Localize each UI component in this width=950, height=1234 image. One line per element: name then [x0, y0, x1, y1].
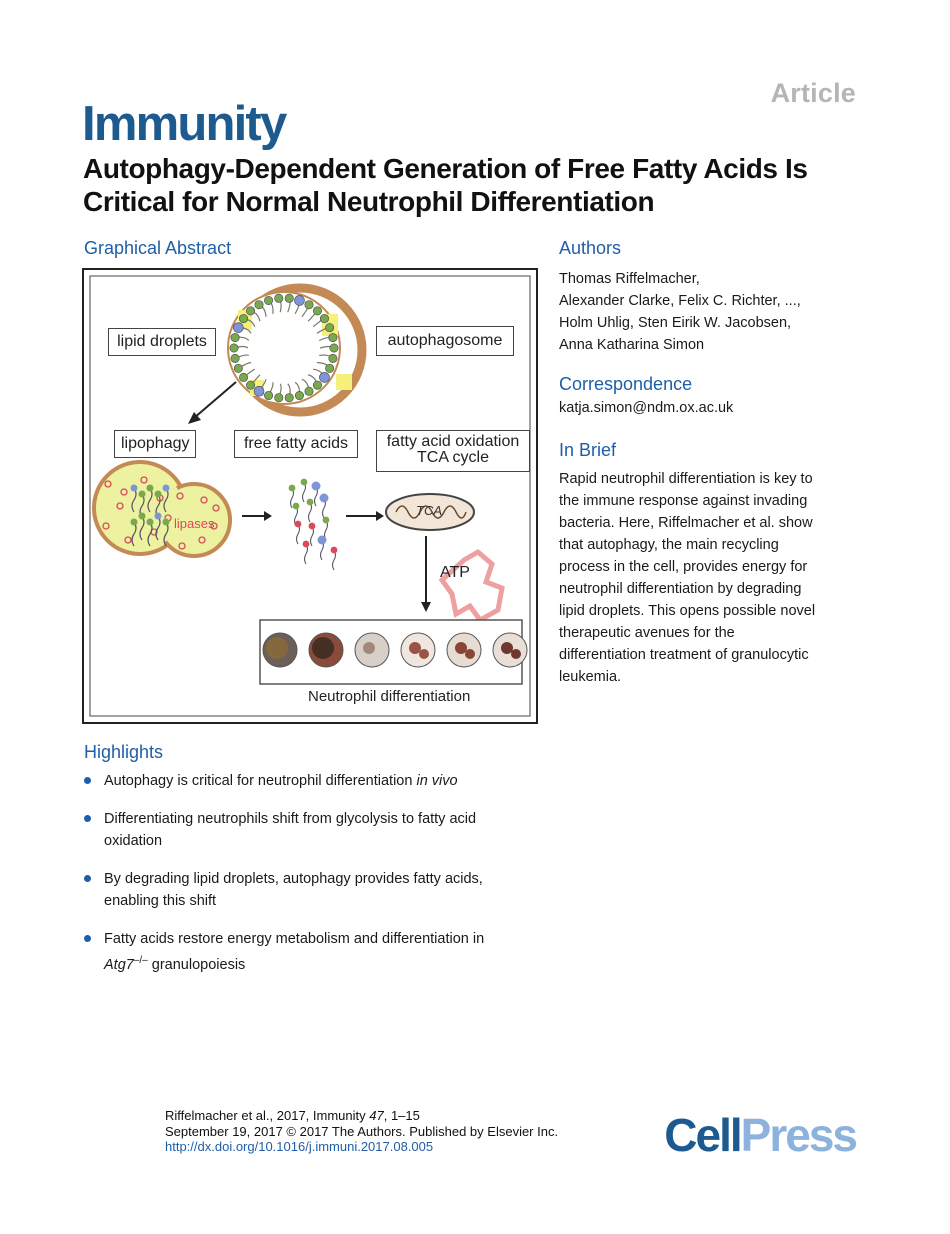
paper-title: Autophagy-Dependent Generation of Free Fatty Acids Is Critical for Normal Neutrophil Differentiation — [83, 153, 808, 217]
lipid-head — [325, 364, 333, 372]
citation-text: Riffelmacher et al., 2017, Immunity — [165, 1108, 370, 1123]
lipid-head — [231, 333, 239, 341]
label-lipid-droplets: lipid droplets — [108, 328, 216, 356]
highlights-heading: Highlights — [84, 742, 164, 762]
brief-line: leukemia. — [559, 669, 622, 685]
lipid-head — [285, 294, 293, 302]
lipophagy-vesicle-illustration — [94, 462, 230, 556]
logo-cell-text: Cell — [664, 1109, 741, 1161]
lipid-head — [285, 394, 293, 402]
highlight-text: Autophagy is critical for neutrophil differentiation — [104, 773, 417, 789]
lipid-head — [313, 381, 321, 389]
label-neutrophil-differentiation: Neutrophil differentiation — [308, 688, 471, 705]
author-line: Anna Katharina Simon — [559, 337, 705, 353]
fatty-acid-head — [331, 547, 338, 554]
lipid-head — [305, 300, 313, 308]
label-fao-line2: TCA cycle — [416, 449, 489, 466]
lipid-head — [246, 307, 254, 315]
lipid-head — [239, 314, 247, 322]
fatty-acid-head — [289, 485, 296, 492]
cell-nucleus — [455, 642, 467, 654]
lipid-head — [155, 491, 162, 498]
lipid-head — [275, 294, 283, 302]
lipid-head — [264, 391, 272, 399]
highlight-text: By degrading lipid droplets, autophagy provides fatty acids, — [104, 871, 483, 887]
fatty-acid-head — [295, 521, 302, 528]
lipid-head — [294, 295, 304, 305]
autophagosome-illustration — [228, 288, 362, 412]
lipid-head — [319, 372, 329, 382]
fatty-acid-head — [320, 494, 329, 503]
lipid-head — [264, 296, 272, 304]
citation-footer — [165, 1108, 558, 1155]
in-brief-text — [559, 468, 864, 688]
in-brief-heading: In Brief — [559, 440, 617, 460]
citation-volume: 47 — [369, 1108, 384, 1123]
cell-nucleus-lobe — [419, 649, 429, 659]
cell-nucleus-lobe — [511, 649, 521, 659]
correspondence-heading: Correspondence — [559, 374, 693, 394]
cell-nucleus — [312, 637, 334, 659]
fatty-acid-head — [323, 517, 330, 524]
lipid-head — [131, 519, 138, 526]
lipid-head — [305, 387, 313, 395]
lipid-head — [246, 381, 254, 389]
brief-line: therapeutic avenues for the — [559, 625, 735, 641]
neutrophil-panel — [260, 620, 522, 684]
label-lipases: lipases — [174, 516, 215, 531]
authors-heading: Authors — [559, 238, 622, 258]
highlight-text: oxidation — [104, 833, 163, 849]
gene-name: Atg7 — [104, 956, 134, 973]
bullet-icon — [84, 777, 91, 784]
lipid-head — [325, 323, 333, 331]
graphical-abstract-figure — [82, 268, 538, 724]
cell-nucleus — [409, 642, 421, 654]
brief-line: bacteria. Here, Riffelmacher et al. show — [559, 515, 813, 531]
highlight-text: Fatty acids restore energy metabolism and differentiation in — [104, 931, 485, 947]
brief-line: that autophagy, the main recycling — [559, 537, 779, 553]
arrow-to-lipophagy — [194, 382, 236, 418]
lipid-head — [233, 323, 243, 333]
author-line: Thomas Riffelmacher, — [559, 271, 700, 287]
fatty-acid-head — [303, 541, 310, 548]
cell-nucleus — [363, 642, 375, 654]
watermark-stamp — [442, 552, 502, 620]
fatty-acid-head — [309, 523, 316, 530]
gene-superscript: –/– — [133, 955, 148, 966]
cellpress-logo — [664, 1108, 856, 1162]
label-fao-line1: fatty acid oxidation — [386, 433, 520, 450]
fatty-acid-head — [312, 482, 321, 491]
brief-line: the immune response against invading — [559, 493, 808, 509]
bullet-icon — [84, 935, 91, 942]
bullet-icon — [84, 875, 91, 882]
lipid-head — [320, 314, 328, 322]
lipid-head — [163, 485, 170, 492]
lipid-head — [234, 364, 242, 372]
lipid-head — [330, 344, 338, 352]
lipid-head — [295, 391, 303, 399]
authors-list — [559, 268, 879, 356]
highlight-text: granulopoiesis — [147, 956, 246, 973]
lipid-head — [255, 300, 263, 308]
brief-line: lipid droplets. This opens possible novel — [559, 603, 816, 619]
highlight-emphasis: in vivo — [416, 773, 458, 789]
lipid-head — [131, 485, 138, 492]
lipid-head — [230, 344, 238, 352]
brief-line: Rapid neutrophil differentiation is key to — [559, 471, 813, 487]
fatty-acid-head — [301, 479, 308, 486]
label-tca: TCA — [416, 503, 442, 518]
lipid-head — [313, 307, 321, 315]
fatty-acid-head — [293, 503, 300, 510]
brief-line: differentiation treatment of granulocytic — [559, 647, 809, 663]
highlight-item — [84, 808, 554, 852]
label-fatty-acid-oxidation — [376, 430, 530, 472]
lipid-head — [329, 354, 337, 362]
highlight-item — [84, 928, 554, 976]
highlight-text: Differentiating neutrophils shift from glycolysis to fatty acid — [104, 811, 477, 827]
citation-date: September 19, 2017 © 2017 The Authors. Published by Elsevier Inc. — [165, 1123, 559, 1139]
lipid-head — [239, 373, 247, 381]
cell-nucleus — [501, 642, 513, 654]
lipid-head — [139, 491, 146, 498]
article-type-label: Article — [770, 78, 856, 108]
lipid-head — [254, 386, 264, 396]
bullet-icon — [84, 815, 91, 822]
brief-line: process in the cell, provides energy for — [559, 559, 808, 575]
lipid-head — [147, 485, 154, 492]
doi-link[interactable]: http://dx.doi.org/10.1016/j.immuni.2017.08.005 — [165, 1139, 434, 1154]
highlight-text: enabling this shift — [104, 893, 217, 909]
author-line: Alexander Clarke, Felix C. Richter, ..., — [559, 293, 801, 309]
lipid-head — [163, 519, 170, 526]
label-atp: ATP — [440, 564, 470, 581]
lipid-head — [231, 354, 239, 362]
author-line: Holm Uhlig, Sten Eirik W. Jacobsen, — [559, 315, 792, 331]
citation-pages: , 1–15 — [383, 1108, 420, 1123]
brief-line: neutrophil differentiation by degrading — [559, 581, 802, 597]
logo-press-text: Press — [740, 1109, 856, 1161]
label-free-fatty-acids: free fatty acids — [234, 430, 358, 458]
lipid-head — [139, 513, 146, 520]
free-fatty-acids-illustration — [289, 479, 338, 570]
fatty-acid-head — [318, 536, 327, 545]
lipid-head — [275, 394, 283, 402]
highlight-item — [84, 770, 554, 792]
lipid-head — [329, 333, 337, 341]
graphical-abstract-heading: Graphical Abstract — [84, 238, 232, 258]
label-lipophagy: lipophagy — [114, 430, 196, 458]
cell-nucleus — [266, 637, 288, 659]
cell-nucleus-lobe — [465, 649, 475, 659]
highlight-item — [84, 868, 554, 912]
fatty-acid-head — [307, 499, 314, 506]
lipid-head — [155, 513, 162, 520]
correspondence-email[interactable]: katja.simon@ndm.ox.ac.uk — [559, 400, 734, 416]
journal-name: Immunity — [82, 97, 286, 151]
lipid-head — [147, 519, 154, 526]
label-autophagosome: autophagosome — [376, 326, 514, 356]
